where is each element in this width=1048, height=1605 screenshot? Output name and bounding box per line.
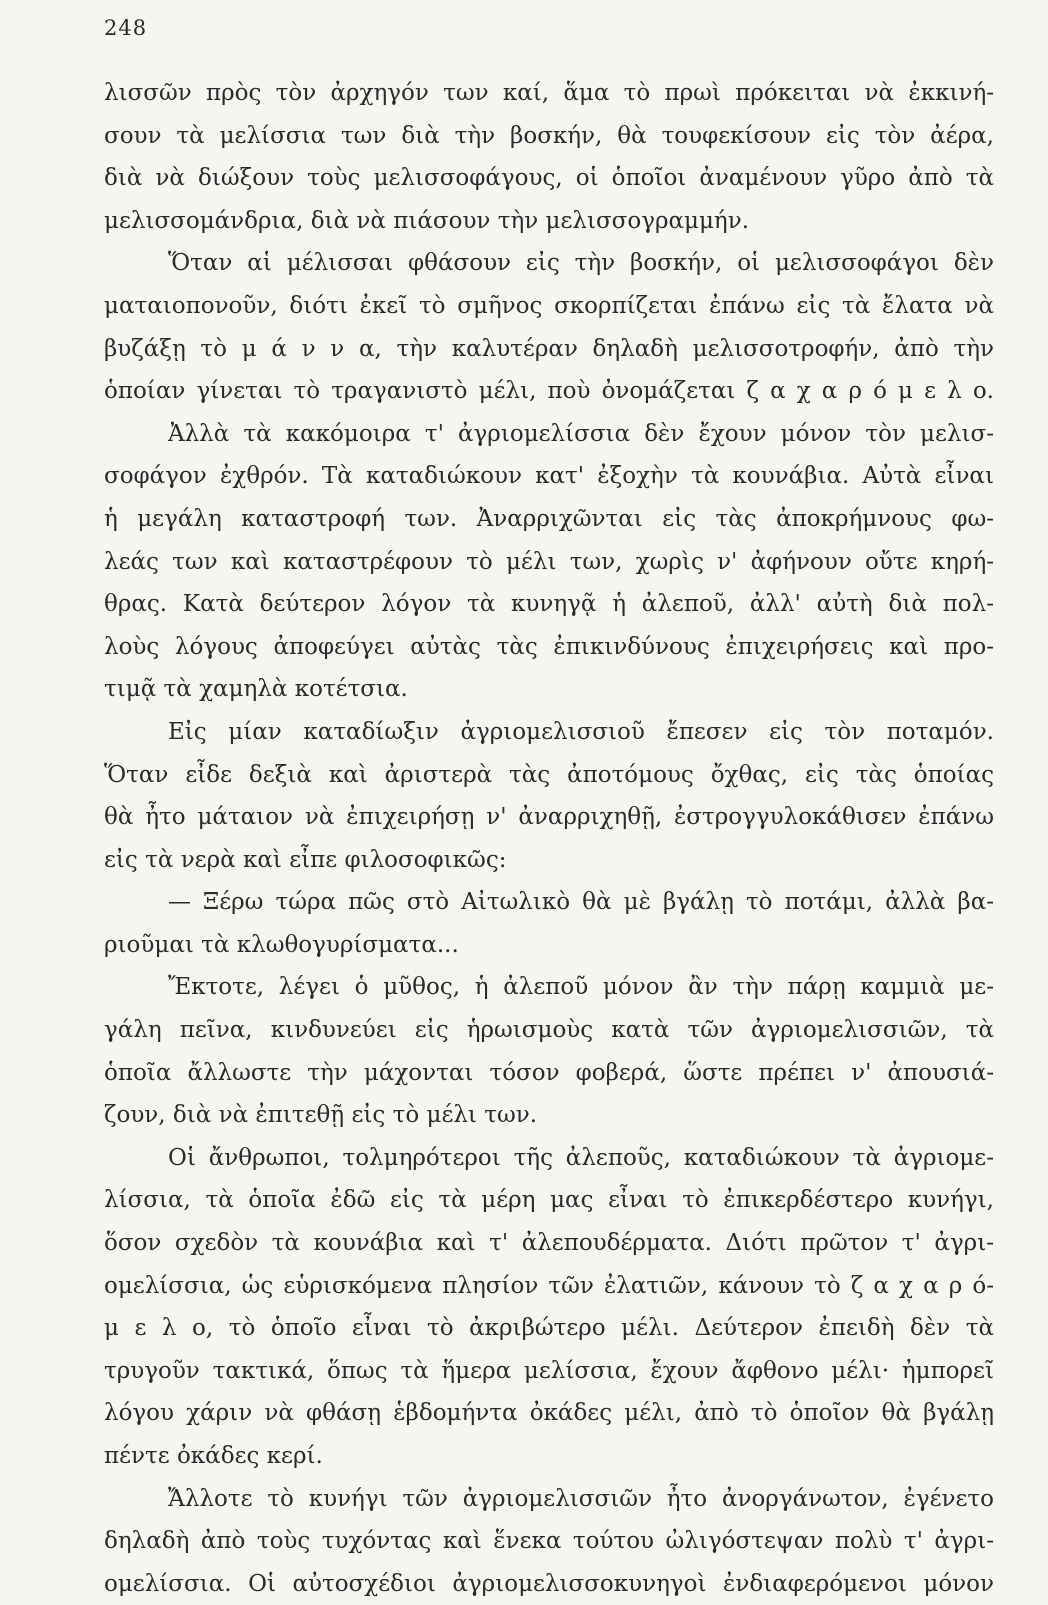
text-line: διὰ νὰ διώξουν τοὺς μελισσοφάγους, οἱ ὁποῖοι ἀναμένουν γῦρο ἀπὸ τὰ	[104, 165, 994, 192]
text-line: ὁποίαν γίνεται τὸ τραγανιστὸ μέλι, ποὺ ὀνομάζεται ζ α χ α ρ ό μ ε λ ο.	[104, 378, 994, 405]
text-line: ριοῦμαι τὰ κλωθογυρίσματα...	[104, 931, 459, 958]
text-line: λισσῶν πρὸς τὸν ἀρχηγόν των καί, ἅμα τὸ πρωὶ πρόκειται νὰ ἐκκινή-	[104, 80, 994, 106]
text-line: ομελίσσια. Οἱ αὐτοσχέδιοι ἀγριομελισσοκυνηγοὶ ἐνδιαφερόμενοι μόνον	[104, 1570, 994, 1597]
text-line: λεάς των καὶ καταστρέφουν τὸ μέλι των, χωρὶς ν' ἀφήνουν οὔτε κηρή-	[104, 548, 994, 575]
text-line: τιμᾷ τὰ χαμηλὰ κοτέτσια.	[104, 676, 408, 703]
text-line: πέντε ὀκάδες κερί.	[104, 1443, 323, 1469]
text-line: λίσσια, τὰ ὁποῖα ἐδῶ εἰς τὰ μέρη μας εἶναι τὸ ἐπικερδέστερο κυνήγι,	[104, 1187, 994, 1214]
page-number: 248	[104, 16, 148, 40]
text-line: Ἔκτοτε, λέγει ὁ μῦθος, ἡ ἀλεποῦ μόνον ἂν τὴν πάρῃ καμμιὰ με-	[168, 974, 994, 1001]
text-line: βυζάξῃ τὸ μ ά ν ν α, τὴν καλυτέραν δηλαδὴ μελισσοτροφήν, ἀπὸ τὴν	[104, 335, 994, 362]
text-line: ἡ μεγάλη καταστροφή των. Ἀναρριχῶνται εἰς τὰς ἀποκρήμνους φω-	[104, 505, 994, 532]
text-line: ὁποῖα ἄλλωστε τὴν μάχονται τόσον φοβερά, ὥστε πρέπει ν' ἀπουσιά-	[104, 1059, 994, 1086]
text-line: ομελίσσια, ὡς εὑρισκόμενα πλησίον τῶν ἐλατιῶν, κάνουν τὸ ζ α χ α ρ ό-	[104, 1272, 994, 1299]
text-line: λοὺς λόγους ἀποφεύγει αὐτὰς τὰς ἐπικινδύνους ἐπιχειρήσεις καὶ προ-	[104, 633, 994, 660]
text-line: Ἄλλοτε τὸ κυνήγι τῶν ἀγριομελισσιῶν ἦτο ἀνοργάνωτον, ἐγένετο	[168, 1485, 994, 1512]
text-line: μελισσομάνδρια, διὰ νὰ πιάσουν τὴν μελισσογραμμήν.	[104, 207, 749, 234]
text-line: — Ξέρω τώρα πῶς στὸ Αἰτωλικὸ θὰ μὲ βγάλῃ τὸ ποτάμι, ἀλλὰ βα-	[168, 889, 994, 916]
text-line: τρυγοῦν τακτικά, ὅπως τὰ ἥμερα μελίσσια, ἔχουν ἄφθονο μέλι· ἠμπορεῖ	[104, 1357, 994, 1384]
text-line: ὅσον σχεδὸν τὰ κουνάβια καὶ τ' ἀλεπουδέρματα. Διότι πρῶτον τ' ἀγρι-	[104, 1230, 994, 1257]
text-line: ματαιοπονοῦν, διότι ἐκεῖ τὸ σμῆνος σκορπίζεται ἐπάνω εἰς τὰ ἔλατα νὰ	[104, 292, 994, 319]
text-line: εἰς τὰ νερὰ καὶ εἶπε φιλοσοφικῶς:	[104, 846, 507, 873]
text-line: σουν τὰ μελίσσια των διὰ τὴν βοσκήν, θὰ τουφεκίσουν εἰς τὸν ἀέρα,	[104, 122, 994, 149]
text-line: Εἰς μίαν καταδίωξιν ἀγριομελισσιοῦ ἔπεσεν εἰς τὸν ποταμόν.	[168, 718, 994, 745]
text-line: Ὅταν αἱ μέλισσαι φθάσουν εἰς τὴν βοσκήν, οἱ μελισσοφάγοι δὲν	[168, 250, 994, 277]
text-line: σοφάγον ἐχθρόν. Τὰ καταδιώκουν κατ' ἐξοχὴν τὰ κουνάβια. Αὐτὰ εἶναι	[104, 463, 994, 490]
text-line: δηλαδὴ ἀπὸ τοὺς τυχόντας καὶ ἕνεκα τούτου ὠλιγόστεψαν πολὺ τ' ἀγρι-	[104, 1528, 994, 1555]
text-line: γάλη πεῖνα, κινδυνεύει εἰς ἡρωισμοὺς κατὰ τῶν ἀγριομελισσιῶν, τὰ	[104, 1017, 994, 1044]
text-line: Οἱ ἄνθρωποι, τολμηρότεροι τῆς ἀλεποῦς, καταδιώκουν τὰ ἀγριομε-	[168, 1144, 994, 1171]
text-line: λόγου χάριν νὰ φθάσῃ ἑβδομήντα ὀκάδες μέλι, ἀπὸ τὸ ὁποῖον θὰ βγάλῃ	[104, 1400, 994, 1427]
text-line: Ἀλλὰ τὰ κακόμοιρα τ' ἀγριομελίσσια δὲν ἔχουν μόνον τὸν μελισ-	[168, 420, 994, 447]
text-line: Ὅταν εἶδε δεξιὰ καὶ ἀριστερὰ τὰς ἀποτόμους ὄχθας, εἰς τὰς ὁποίας	[104, 761, 994, 788]
text-line: θὰ ἦτο μάταιον νὰ ἐπιχειρήσῃ ν' ἀναρριχηθῇ, ἐστρογγυλοκάθισεν ἐπάνω	[104, 804, 994, 831]
text-line: μ ε λ ο, τὸ ὁποῖο εἶναι τὸ ἀκριβώτερο μέλι. Δεύτερον ἐπειδὴ δὲν τὰ	[104, 1315, 994, 1342]
text-line: θρας. Κατὰ δεύτερον λόγον τὰ κυνηγᾷ ἡ ἀλεποῦ, ἀλλ' αὐτὴ διὰ πολ-	[104, 591, 994, 618]
text-line: ζουν, διὰ νὰ ἐπιτεθῇ εἰς τὸ μέλι των.	[104, 1102, 538, 1129]
body-text	[104, 72, 994, 1605]
